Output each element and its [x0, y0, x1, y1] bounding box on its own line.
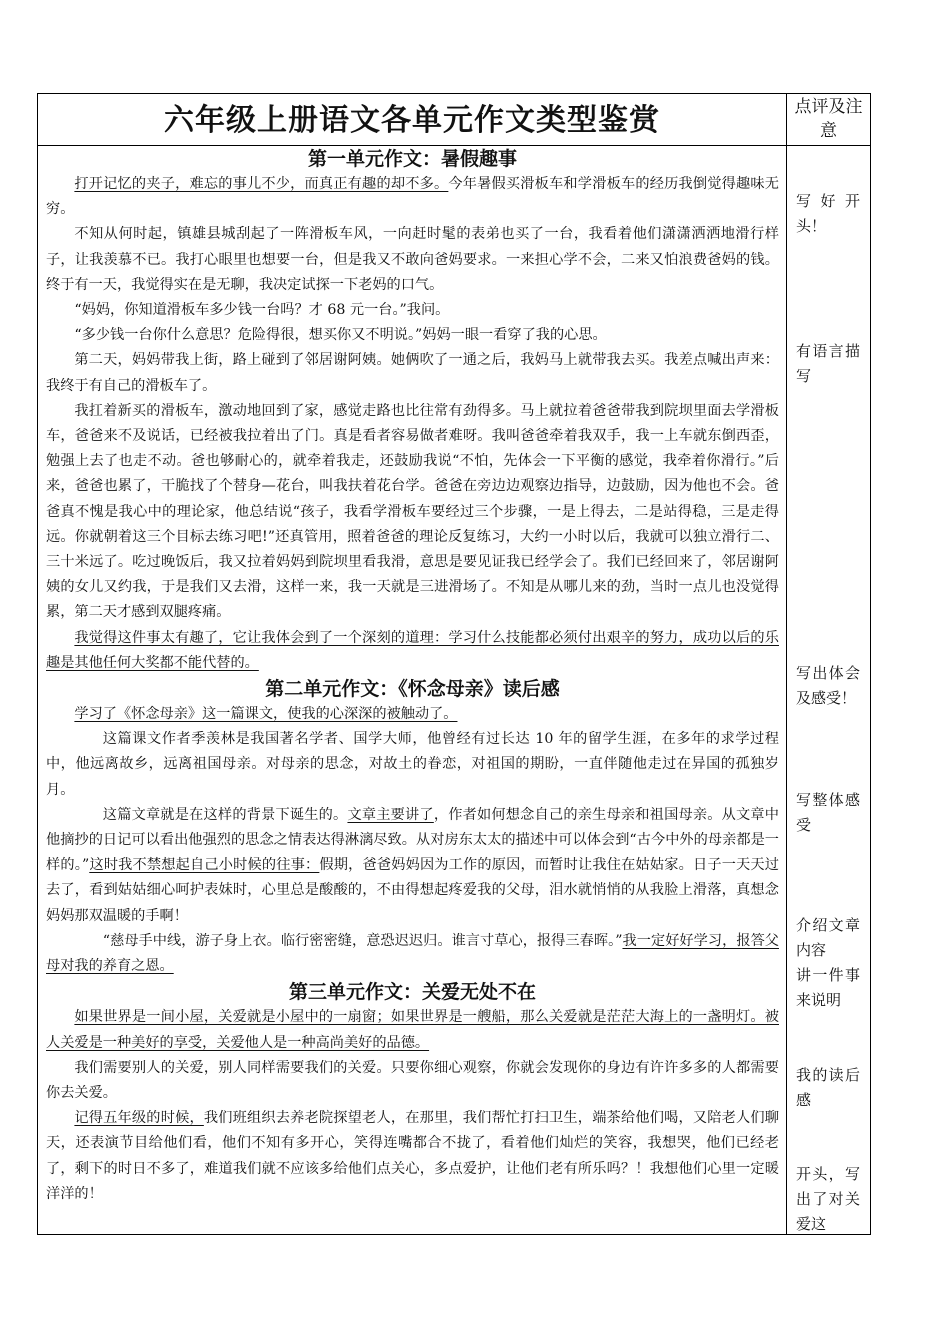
paragraph-text: 这篇文章就是在这样的背景下诞生的。 — [102, 806, 348, 823]
paragraph — [46, 1106, 779, 1207]
comment-column-header: 点评及注意 — [794, 97, 863, 141]
paragraph-text: 假期，爸爸妈妈因为工作的原因，而暂时让我住在姑姑家。日子一天天过去了，看到姑姑细心呵护表妹时，心里总是酸酸的，不由得想起疼爱我的父母，泪水就悄悄的从我脸上滑落，真想念妈妈那双温暖的手啊！ — [46, 857, 779, 924]
paragraph-text: 我们班组织去养老院探望老人，在那里，我们帮忙打扫卫生，端茶给他们喝，又陪老人们聊天，还表演节目给他们看，他们不知有多开心，笑得连嘴都合不拢了，看着他们灿烂的笑容，我想哭，他们已经老了，剩下的时日不多了，难道我们就不应该多给他们点关心，多点爱护，让他们老有所乐吗？！我想他们心里一定暖洋洋的！ — [46, 1110, 779, 1202]
paragraph: 这篇课文作者季羡林是我国著名学者、国学大师，他曾经有过长达 10 年的留学生涯，在多年的求学过程中，他远离故乡，远离祖国母亲。对母亲的思念，对故土的眷恋，对祖国的期盼，一直伴随他走过在异国的孤独岁月。 — [46, 731, 779, 798]
paragraph — [46, 702, 779, 727]
paragraph — [46, 626, 779, 676]
comment-note: 开头，写出了对关爱这 — [796, 1165, 860, 1233]
essay-table — [37, 93, 871, 1235]
paragraph — [46, 1005, 779, 1055]
paragraph — [46, 803, 779, 929]
paragraph — [46, 929, 779, 979]
underlined-text: 这时我不禁想起自己小时候的往事： — [89, 857, 320, 874]
underlined-text: 我觉得这件事太有趣了，它让我体会到了一个深刻的道理：学习什么技能都必须付出艰辛的努力，成功以后的乐趣是其他任何大奖都不能代替的。 — [46, 629, 779, 671]
comment-note: 我的读后感 — [796, 1066, 860, 1109]
paragraph: “多少钱一台你什么意思？危险得很，想买你又不明说。”妈妈一眼一看穿了我的心思。 — [74, 327, 607, 344]
comment-note: 介绍文章内容 — [796, 916, 860, 959]
underlined-text: 学习了《怀念母亲》这一篇课文，使我的心深深的被触动了。 — [74, 706, 458, 723]
paragraph-text: “慈母手中线，游子身上衣。临行密密缝，意恐迟迟归。谁言寸草心，报得三春晖。” — [102, 932, 623, 949]
paragraph — [46, 172, 779, 222]
underlined-text: 文章主要讲了 — [347, 806, 434, 823]
comment-note: 写好开头！ — [796, 192, 860, 235]
section-2-heading: 第二单元作文：《怀念母亲》读后感 — [265, 678, 560, 701]
paragraph-text: 今年暑假买滑板车和学滑板车的经历我倒觉得趣味无穷。 — [46, 176, 779, 218]
comment-note: 讲一件事来说明 — [796, 966, 860, 1009]
paragraph-text: ，作者如何想念自己的亲生母亲和祖国母亲。从文章中他摘抄的日记可以看出他强烈的思念之情表达得淋漓尽致。从对房东太太的描述中可以体会到“古今中外的母亲都是一样的。” — [46, 806, 779, 874]
paragraph: 我们需要别人的关爱，别人同样需要我们的关爱。只要你细心观察，你就会发现你的身边有许许多多的人都需要你去关爱。 — [46, 1059, 779, 1101]
column-divider — [786, 94, 787, 1234]
comment-note: 写整体感受 — [796, 791, 860, 834]
comment-note: 写出体会及感受！ — [796, 664, 860, 707]
section-3-heading: 第三单元作文：关爱无处不在 — [288, 981, 536, 1004]
underlined-text: 打开记忆的夹子，难忘的事儿不少，而真正有趣的却不多。 — [74, 176, 449, 192]
comment-note: 有语言描写 — [796, 342, 860, 385]
essay-body — [46, 146, 779, 1207]
page-title: 六年级上册语文各单元作文类型鉴赏 — [164, 103, 660, 138]
section-1-heading: 第一单元作文：暑假趣事 — [307, 148, 517, 170]
paragraph: 第二天，妈妈带我上街，路上碰到了邻居谢阿姨。她俩吹了一通之后，我妈马上就带我去买。我差点喊出声来：我终于有自己的滑板车了。 — [46, 352, 779, 394]
underlined-text: 记得五年级的时候， — [74, 1110, 204, 1127]
underlined-text: 如果世界是一间小屋，关爱就是小屋中的一扇窗；如果世界是一艘船，那么关爱就是茫茫大海上的一盏明灯。被人关爱是一种美好的享受，关爱他人是一种高尚美好的品德。 — [46, 1009, 779, 1051]
paragraph: 我扛着新买的滑板车，激动地回到了家，感觉走路也比往常有劲得多。马上就拉着爸爸带我到院坝里面去学滑板车，爸爸来不及说话，已经被我拉着出了门。真是看者容易做者难呀。我叫爸爸牵着我双手，我一上车就东倒西歪，勉强上去了也走不动。爸也够耐心的，就牵着我走，还鼓励我说“不怕，先体会一下平衡的感觉，我牵着你滑行。”后来，爸爸也累了，干脆找了个替身—花台，叫我扶着花台学。爸爸在旁边边观察边指导，边鼓励，因为他也不会。爸爸真不愧是我心中的理论家，他总结说“孩子，我看学滑板车要经过三个步骤，一是上得去，二是站得稳，三是走得远。你就朝着这三个目标去练习吧!”还真管用，照着爸爸的理论反复练习，大约一小时以后，我就可以独立滑行二、三十米远了。吃过晚饭后，我又拉着妈妈到院坝里看我滑，意思是要见证我已经学会了。我们已经回来了，邻居谢阿姨的女儿又约我，于是我们又去滑，这样一来，我一天就是三进滑场了。不知是从哪儿来的劲，当时一点儿也没觉得累，第二天才感到双腿疼痛。 — [46, 402, 779, 621]
paragraph: 不知从何时起，镇雄县城刮起了一阵滑板车风，一向赶时髦的表弟也买了一台，我看着他们潇潇洒洒地滑行样子，让我羡慕不已。我打心眼里也想要一台，但是我又不敢向爸妈要求。一来担心学不会，二来又怕浪费爸妈的钱。终于有一天，我觉得实在是无聊，我决定试探一下老妈的口气。 — [46, 226, 779, 293]
underlined-text: 我一定好好学习，报答父母对我的养育之恩。 — [46, 932, 779, 975]
paragraph: “妈妈，你知道滑板车多少钱一台吗？才 68 元一台。”我问。 — [74, 302, 450, 319]
